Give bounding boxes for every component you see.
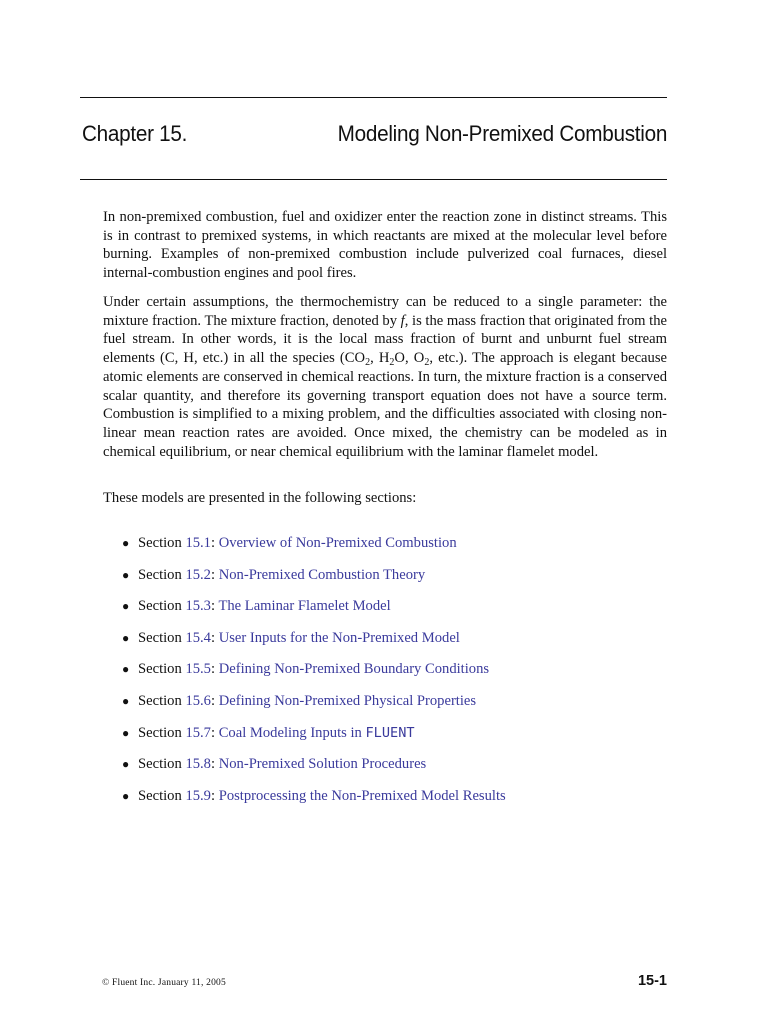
chapter-title: Modeling Non-Premixed Combustion (337, 121, 667, 146)
bullet-icon: ● (122, 662, 130, 677)
section-number-link[interactable]: 15.4 (185, 629, 211, 646)
bullet-icon: ● (122, 725, 130, 740)
section-title-link[interactable]: Non-Premixed Solution Procedures (218, 756, 427, 773)
section-title-link[interactable] (219, 725, 415, 741)
section-number-link[interactable]: 15.7 (185, 724, 211, 741)
section-prefix: Section (138, 661, 182, 678)
section-prefix: Section (138, 566, 182, 583)
section-separator: : (210, 598, 216, 615)
page-number: 15-1 (637, 973, 667, 989)
section-prefix: Section (138, 787, 182, 804)
section-number-link[interactable]: 15.2 (185, 566, 211, 583)
subscript: 2 (365, 357, 371, 369)
section-number-link[interactable]: 15.6 (185, 692, 211, 709)
list-item (122, 723, 506, 755)
bullet-icon: ● (122, 630, 130, 645)
bullet-icon: ● (122, 757, 130, 772)
list-item (122, 596, 506, 628)
section-separator: : (210, 535, 216, 551)
list-item (122, 659, 506, 691)
list-item (122, 533, 506, 565)
paragraph-text: , H (370, 350, 390, 367)
bullet-icon: ● (122, 536, 130, 550)
section-title-link[interactable]: User Inputs for the Non-Premixed Model (218, 629, 460, 646)
sections-intro-paragraph: These models are presented in the following sections: (103, 490, 417, 506)
section-title-text: Coal Modeling Inputs in (218, 724, 366, 741)
bullet-icon: ● (122, 567, 130, 582)
section-number-link[interactable]: 15.1 (185, 535, 211, 551)
section-number-link[interactable]: 15.8 (185, 756, 211, 773)
footer-copyright: © Fluent Inc. January 11, 2005 (102, 978, 226, 988)
section-separator: : (210, 661, 216, 678)
section-separator: : (210, 787, 216, 804)
product-name: FLUENT (365, 724, 415, 741)
bullet-icon: ● (122, 693, 130, 708)
section-title-link[interactable]: Postprocessing the Non-Premixed Model Results (218, 787, 506, 804)
list-item (122, 691, 506, 723)
bullet-icon: ● (122, 599, 130, 614)
list-item (122, 754, 506, 786)
subscript: 2 (424, 357, 430, 369)
section-separator: : (210, 756, 216, 773)
section-prefix: Section (138, 756, 182, 773)
section-number-link[interactable]: 15.9 (185, 787, 211, 804)
section-separator: : (210, 724, 216, 741)
section-list (122, 533, 506, 817)
intro-paragraph: In non-premixed combustion, fuel and oxidizer enter the reaction zone in distinct streams. This is in contrast to premixed systems, in which reactants are mixed at the molecular level before burning. Examples of non-premixed combustion include pulverized coal furnaces, diesel internal-combustion engines and pool fires. (103, 209, 667, 282)
section-separator: : (210, 692, 216, 709)
chapter-label: Chapter 15. (82, 121, 188, 146)
section-number-link[interactable]: 15.5 (185, 661, 211, 678)
paragraph-text: O, O (394, 350, 425, 367)
section-separator: : (210, 566, 216, 583)
section-prefix: Section (138, 535, 182, 551)
paragraph-text: , is the mass fraction that originated from the fuel stream. In other words, it is the local mass fraction of burnt and unburnt fuel stream elements (C, H, etc.) in all the species (CO (103, 312, 667, 367)
section-title-link[interactable]: Defining Non-Premixed Physical Properties (218, 692, 477, 709)
paragraph-text: Under certain assumptions, the thermochemistry can be reduced to a single parameter: the mixture fraction. The mixture fraction, denoted by (103, 294, 667, 329)
section-title-link[interactable]: Overview of Non-Premixed Combustion (218, 535, 457, 551)
section-prefix: Section (138, 629, 182, 646)
list-item (122, 628, 506, 660)
section-separator: : (210, 629, 216, 646)
section-prefix: Section (138, 598, 182, 615)
section-title-link[interactable]: Non-Premixed Combustion Theory (218, 566, 426, 583)
list-item (122, 565, 506, 597)
section-title-link[interactable]: Defining Non-Premixed Boundary Conditions (218, 661, 490, 678)
bullet-icon: ● (122, 788, 130, 803)
subscript: 2 (389, 357, 395, 369)
section-prefix: Section (138, 692, 182, 709)
section-number-link[interactable]: 15.3 (185, 598, 211, 615)
section-prefix: Section (138, 724, 182, 741)
mixture-fraction-symbol: f (400, 312, 405, 329)
mixture-fraction-paragraph (103, 293, 667, 461)
section-title-link[interactable]: The Laminar Flamelet Model (218, 598, 391, 615)
header-top-rule (80, 97, 667, 98)
list-item (122, 786, 506, 818)
paragraph-text: , etc.). The approach is elegant because atomic elements are conserved in chemical reactions. In turn, the mixture fraction is a conserved scalar quantity, and therefore its governing transport equation does not have a source term. Combustion is simplified to a mixing problem, and the difficulties associated with closing non-linear mean reaction rates are avoided. Once mixed, the chemistry can be modeled as in chemical equilibrium, or near chemical equilibrium with the laminar flamelet model. (103, 350, 667, 460)
header-bottom-rule (80, 179, 667, 180)
